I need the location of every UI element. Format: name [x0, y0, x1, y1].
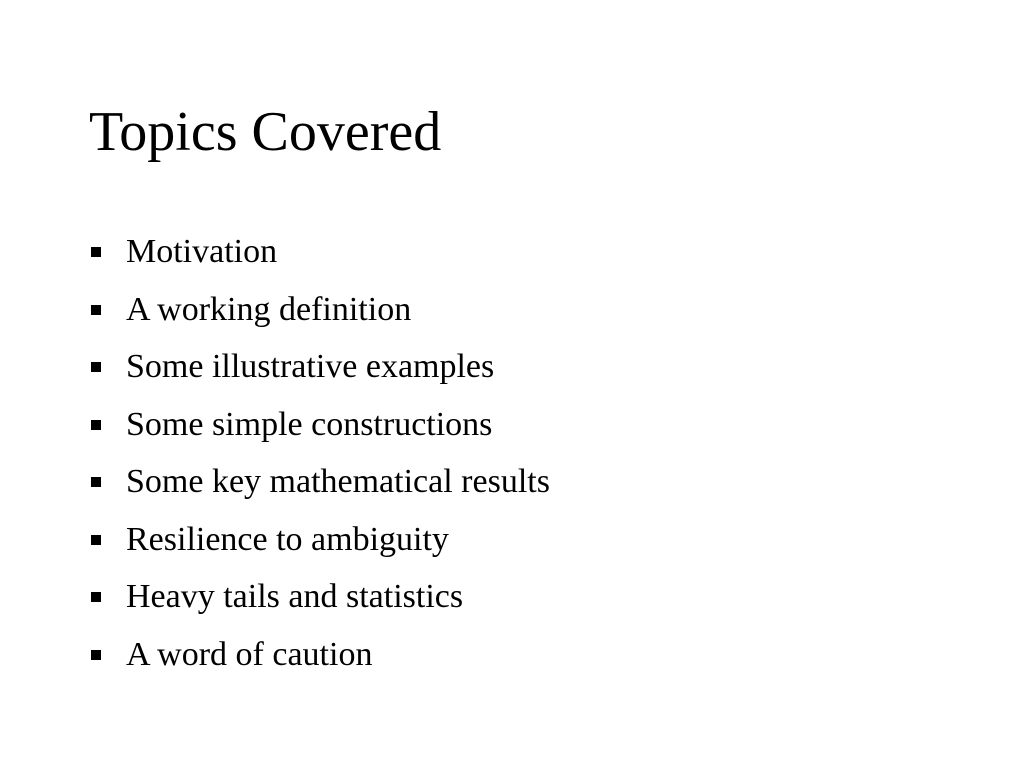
square-bullet-icon	[91, 592, 101, 602]
bullet-list	[89, 228, 550, 688]
bullet-text: Some illustrative examples	[126, 348, 495, 385]
bullet-text: Heavy tails and statistics	[126, 578, 464, 615]
bullet-text: Resilience to ambiguity	[126, 520, 449, 558]
square-bullet-icon	[91, 305, 101, 315]
square-bullet-icon	[91, 247, 101, 257]
bullet-item	[89, 228, 278, 286]
bullet-text: Some simple constructions	[126, 405, 493, 443]
square-bullet-icon	[91, 362, 101, 372]
bullet-text: A working definition	[126, 290, 412, 328]
bullet-item	[89, 286, 412, 344]
bullet-item	[89, 631, 373, 689]
square-bullet-icon	[91, 420, 101, 430]
bullet-item	[89, 573, 464, 631]
bullet-text: Motivation	[126, 233, 278, 270]
slide-title: Topics Covered	[89, 101, 442, 163]
bullet-item	[89, 458, 550, 516]
bullet-item	[89, 516, 449, 574]
bullet-item	[89, 343, 495, 401]
bullet-text: Some key mathematical results	[126, 463, 550, 500]
square-bullet-icon	[91, 650, 101, 660]
bullet-item	[89, 401, 493, 459]
square-bullet-icon	[91, 535, 101, 545]
square-bullet-icon	[91, 477, 101, 487]
bullet-text: A word of caution	[126, 635, 373, 673]
